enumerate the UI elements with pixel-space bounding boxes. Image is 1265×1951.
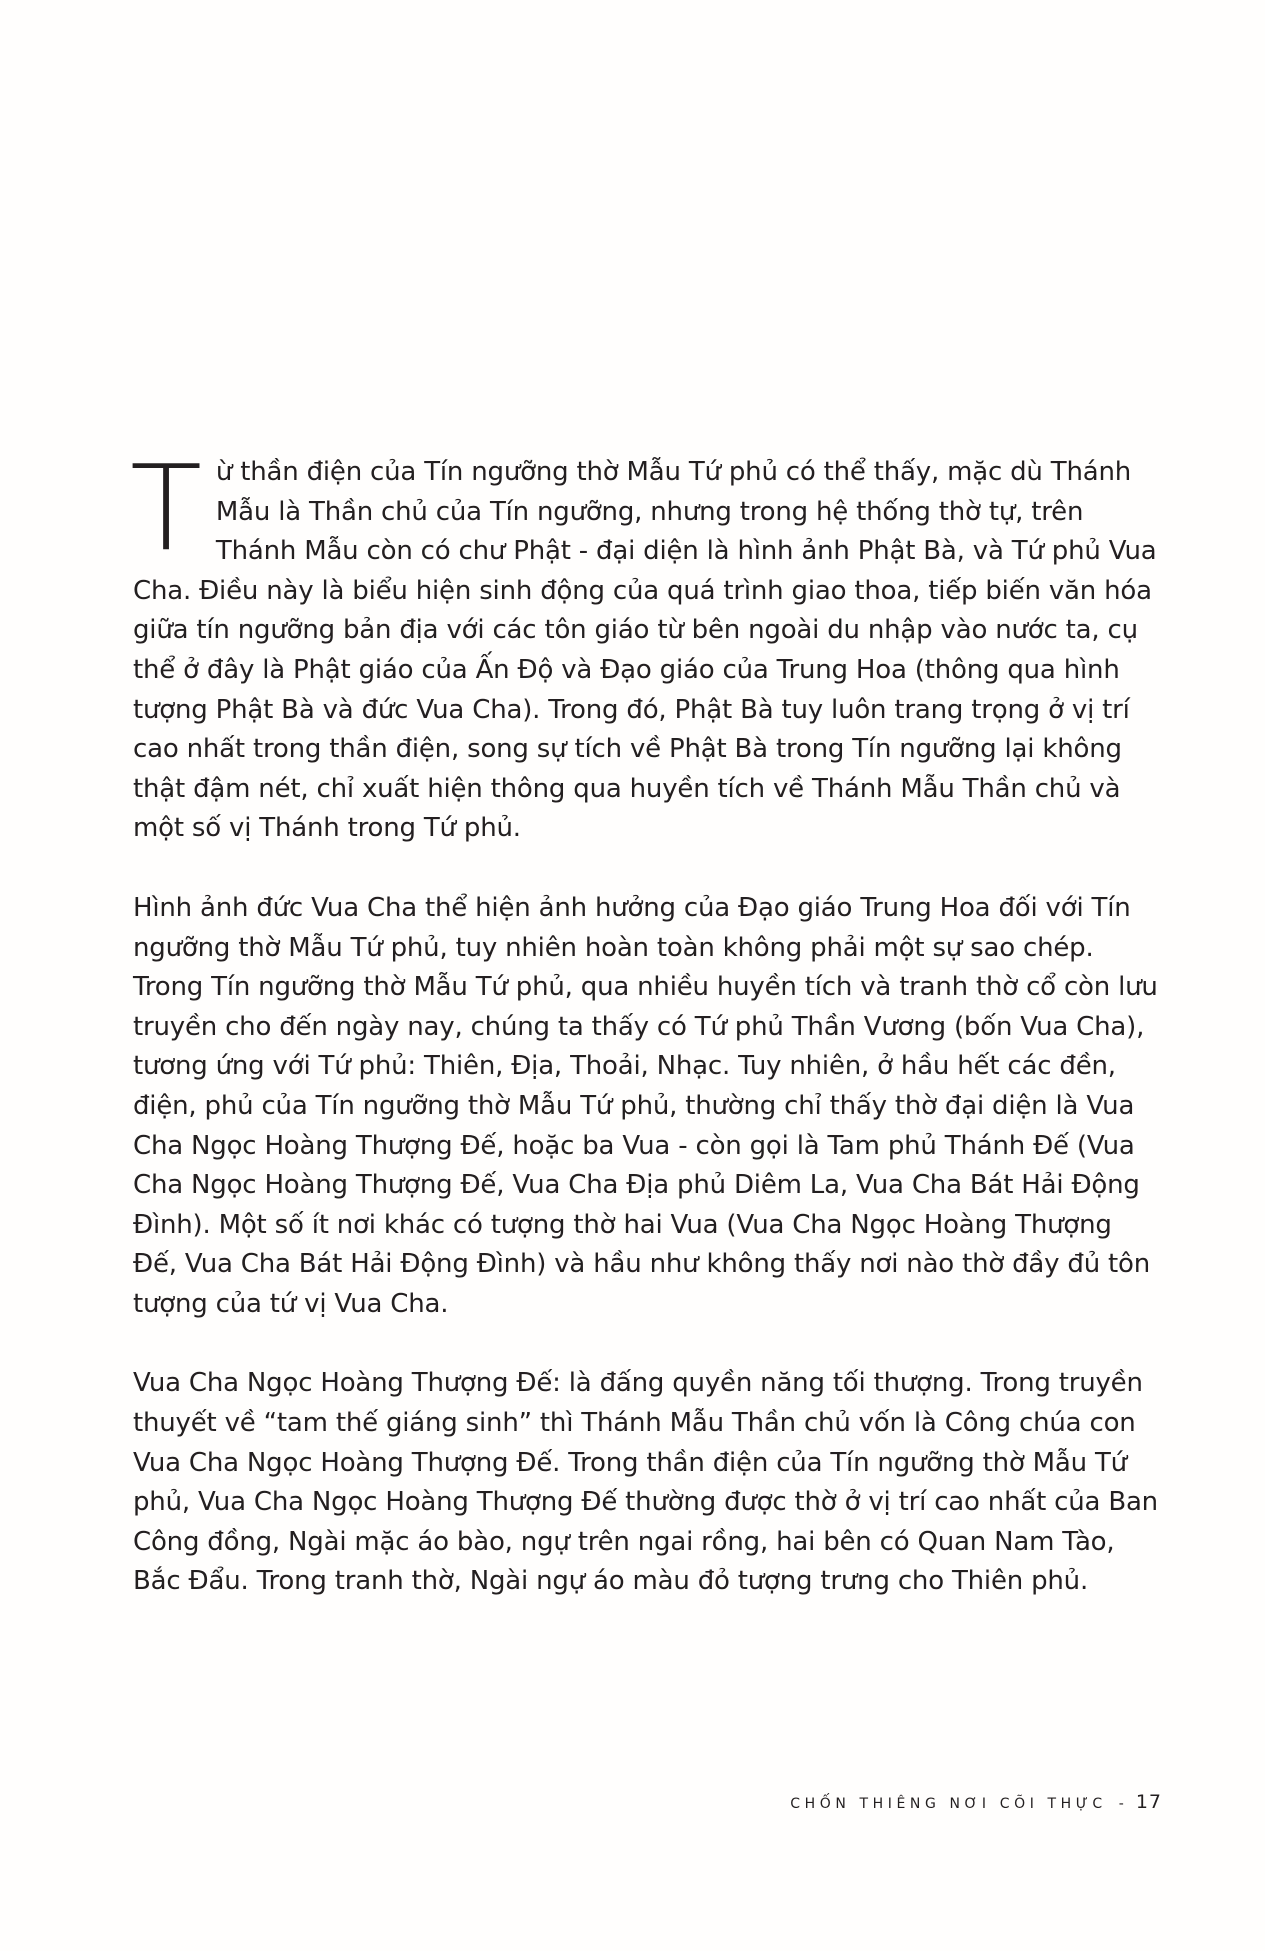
paragraph-1-text: ừ thần điện của Tín ngưỡng thờ Mẫu Tứ phủ có thể thấy, mặc dù Thánh Mẫu là Thần chủ của Tín ngưỡng, nhưng trong hệ thống thờ tự, trên Thánh Mẫu còn có chư Phật - đại diện là hình ảnh Phật Bà, và Tứ phủ Vua Cha. Điều này là biểu hiện sinh động của quá trình giao thoa, tiếp biến văn hóa giữa tín ngưỡng bản địa với các tôn giáo từ bên ngoài du nhập vào nước ta, cụ thể ở đây là Phật giáo của Ấn Độ và Đạo giáo của Trung Hoa (thông qua hình tượng Phật Bà và đức Vua Cha). Trong đó, Phật Bà tuy luôn trang trọng ở vị trí cao nhất trong thần điện, song sự tích về Phật Bà trong Tín ngưỡng lại không thật đậm nét, chỉ xuất hiện thông qua huyền tích về Thánh Mẫu Thần chủ và một số vị Thánh trong Tứ phủ. — [133, 457, 1157, 844]
footer-separator: - — [1118, 1796, 1124, 1812]
page-number: 17 — [1135, 1791, 1162, 1813]
paragraph-1 — [130, 439, 1163, 849]
body-text — [130, 439, 1163, 1642]
paragraph-3: Vua Cha Ngọc Hoàng Thượng Đế: là đấng quyền năng tối thượng. Trong truyền thuyết về “tam thế giáng sinh” thì Thánh Mẫu Thần chủ vốn là Công chúa con Vua Cha Ngọc Hoàng Thượng Đế. Trong thần điện của Tín ngưỡng thờ Mẫu Tứ phủ, Vua Cha Ngọc Hoàng Thượng Đế thường được thờ ở vị trí cao nhất của Ban Công đồng, Ngài mặc áo bào, ngự trên ngai rồng, hai bên có Quan Nam Tào, Bắc Đẩu. Trong tranh thờ, Ngài ngự áo màu đỏ tượng trưng cho Thiên phủ. — [133, 1368, 1158, 1597]
running-title: CHỐN THIÊNG NƠI CÕI THỰC — [790, 1796, 1107, 1812]
paragraph-2: Hình ảnh đức Vua Cha thể hiện ảnh hưởng của Đạo giáo Trung Hoa đối với Tín ngưỡng thờ Mẫu Tứ phủ, tuy nhiên hoàn toàn không phải một sự sao chép. Trong Tín ngưỡng thờ Mẫu Tứ phủ, qua nhiều huyền tích và tranh thờ cổ còn lưu truyền cho đến ngày nay, chúng ta thấy có Tứ phủ Thần Vương (bốn Vua Cha), tương ứng với Tứ phủ: Thiên, Địa, Thoải, Nhạc. Tuy nhiên, ở hầu hết các đền, điện, phủ của Tín ngưỡng thờ Mẫu Tứ phủ, thường chỉ thấy thờ đại diện là Vua Cha Ngọc Hoàng Thượng Đế, hoặc ba Vua - còn gọi là Tam phủ Thánh Đế (Vua Cha Ngọc Hoàng Thượng Đế, Vua Cha Địa phủ Diêm La, Vua Cha Bát Hải Động Đình). Một số ít nơi khác có tượng thờ hai Vua (Vua Cha Ngọc Hoàng Thượng Đế, Vua Cha Bát Hải Động Đình) và hầu như không thấy nơi nào thờ đầy đủ tôn tượng của tứ vị Vua Cha. — [133, 892, 1158, 1319]
drop-cap: T — [130, 439, 202, 577]
page-footer — [790, 1791, 1162, 1813]
